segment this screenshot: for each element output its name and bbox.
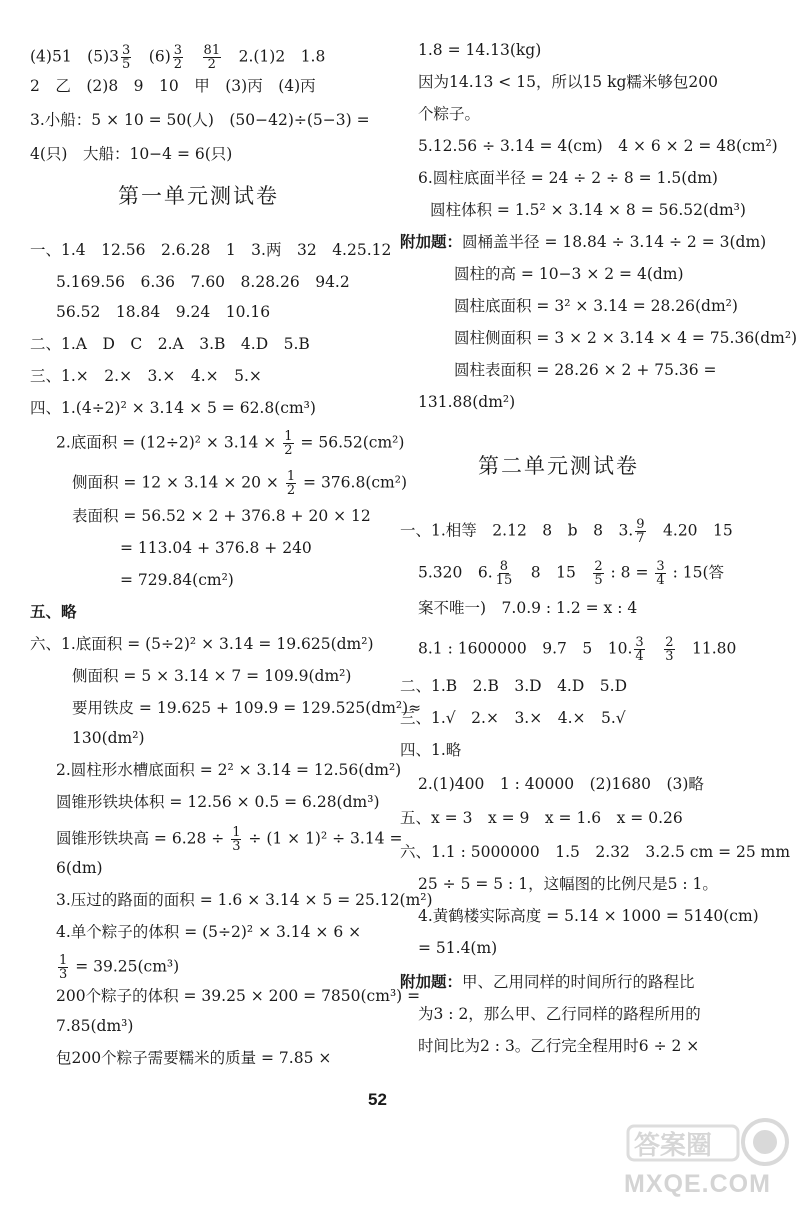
answer-line: 2.(1)400 1 : 40000 (2)1680 (3)略 bbox=[418, 775, 704, 793]
section-title: 第一单元测试卷 bbox=[118, 184, 279, 208]
fraction bbox=[231, 826, 241, 853]
watermark-logo bbox=[620, 1112, 790, 1202]
answer-line: 圆柱底面积 = 3² × 3.14 = 28.26(dm²) bbox=[454, 297, 738, 315]
answer-line: 圆柱的高 = 10−3 × 2 = 4(dm) bbox=[454, 265, 684, 283]
numerator: 1 bbox=[59, 953, 68, 968]
page-number: 52 bbox=[368, 1090, 387, 1109]
answer-text: = 56.52(cm²) bbox=[295, 433, 405, 452]
answer-text: 2.底面积 = (12÷2)² × 3.14 × bbox=[56, 433, 282, 452]
denominator: 2 bbox=[207, 57, 216, 72]
answer-text bbox=[647, 640, 663, 658]
answer-line: 25 ÷ 5 = 5 : 1，这幅图的比例尺是5 : 1。 bbox=[418, 875, 718, 893]
answer-line: 二、1.B 2.B 3.D 4.D 5.D bbox=[400, 677, 628, 695]
answer-text: : 8 = bbox=[605, 563, 654, 582]
answer-line: 2 乙 (2)8 9 10 甲 (3)丙 (4)丙 bbox=[30, 77, 316, 95]
watermark-url: MXQE.COM bbox=[624, 1170, 771, 1198]
answer-line bbox=[400, 232, 766, 252]
watermark-graphic bbox=[620, 1112, 790, 1170]
answer-text: (6) bbox=[133, 47, 171, 66]
answer-line: 7.85(dm³) bbox=[56, 1017, 134, 1035]
numerator: 1 bbox=[284, 429, 293, 444]
answer-line: 侧面积 = 5 × 3.14 × 7 = 109.9(dm²) bbox=[72, 667, 352, 685]
fraction bbox=[173, 44, 183, 71]
answer-line: 2.圆柱形水槽底面积 = 2² × 3.14 = 12.56(dm²) bbox=[56, 761, 402, 779]
answer-line: 6(dm) bbox=[56, 859, 103, 877]
fraction bbox=[203, 44, 222, 71]
answer-line: 圆锥形铁块体积 = 12.56 × 0.5 = 6.28(dm³) bbox=[56, 793, 380, 811]
answer-line: 六、1.底面积 = (5÷2)² × 3.14 = 19.625(dm²) bbox=[30, 635, 374, 653]
answer-text: 圆锥形铁块高 = 6.28 ÷ bbox=[56, 829, 230, 848]
answer-line: = 113.04 + 376.8 + 240 bbox=[120, 539, 312, 557]
section-title: 第二单元测试卷 bbox=[478, 454, 639, 478]
answer-line: 4.单个粽子的体积 = (5÷2)² × 3.14 × 6 × bbox=[56, 923, 362, 941]
answer-line: 六、1.1 : 5000000 1.5 2.32 3.2.5 cm = 25 mm bbox=[400, 843, 791, 861]
answer-text: 甲、乙用同样的时间所行的路程比 bbox=[462, 973, 695, 991]
numerator: 3 bbox=[656, 559, 665, 574]
answer-line: 130(dm²) bbox=[72, 729, 145, 747]
answer-text bbox=[185, 48, 201, 66]
answer-text: 圆桶盖半径 = 18.84 ÷ 3.14 ÷ 2 = 3(dm) bbox=[462, 233, 767, 251]
answer-line bbox=[56, 954, 179, 981]
denominator: 3 bbox=[665, 649, 674, 664]
answer-line: 要用铁皮 = 19.625 + 109.9 = 129.525(dm²)≈ bbox=[72, 699, 422, 717]
answer-text: 8 15 bbox=[515, 563, 592, 582]
answer-line: 5.169.56 6.36 7.60 8.28.26 94.2 bbox=[56, 273, 350, 291]
answer-text: 4.20 15 bbox=[647, 521, 733, 540]
denominator: 7 bbox=[636, 531, 645, 546]
fraction bbox=[635, 518, 645, 545]
numerator: 2 bbox=[594, 559, 603, 574]
answer-line: 圆柱侧面积 = 3 × 2 × 3.14 × 4 = 75.36(dm²) bbox=[454, 329, 798, 347]
answer-line: 案不唯一) 7.0.9 : 1.2 = x : 4 bbox=[418, 599, 638, 617]
denominator: 15 bbox=[495, 573, 513, 588]
answer-line: 6.圆柱底面半径 = 24 ÷ 2 ÷ 8 = 1.5(dm) bbox=[418, 169, 718, 187]
answer-text: = 39.25(cm³) bbox=[70, 957, 180, 976]
answer-line: 4(只) 大船：10−4 = 6(只) bbox=[30, 145, 233, 163]
answer-line: = 51.4(m) bbox=[418, 939, 498, 957]
answer-line: 圆柱表面积 = 28.26 × 2 + 75.36 = bbox=[454, 361, 717, 379]
answer-line: 二、1.A D C 2.A 3.B 4.D 5.B bbox=[30, 335, 310, 353]
answer-line: 五、x = 3 x = 9 x = 1.6 x = 0.26 bbox=[400, 809, 683, 827]
answer-line: 5.12.56 ÷ 3.14 = 4(cm) 4 × 6 × 2 = 48(cm²) bbox=[418, 137, 778, 155]
fraction bbox=[58, 954, 68, 981]
answer-line: = 729.84(cm²) bbox=[120, 571, 234, 589]
numerator: 2 bbox=[665, 635, 674, 650]
fraction bbox=[655, 560, 665, 587]
denominator: 5 bbox=[594, 573, 603, 588]
answer-text: 11.80 bbox=[676, 639, 737, 658]
answer-line: 1.8 = 14.13(kg) bbox=[418, 41, 542, 59]
answer-line: 3.小船：5 × 10 = 50(人) (50−42)÷(5−3) = bbox=[30, 111, 370, 129]
extra-question-label: 附加题： bbox=[400, 232, 463, 251]
denominator: 4 bbox=[656, 573, 665, 588]
fraction bbox=[664, 636, 674, 663]
numerator: 81 bbox=[203, 43, 221, 58]
answer-line: 包200个粽子需要糯米的质量 = 7.85 × bbox=[56, 1049, 332, 1067]
answer-line: 五、略 bbox=[30, 602, 77, 621]
answer-line: 200个粽子的体积 = 39.25 × 200 = 7850(cm³) = bbox=[56, 987, 421, 1005]
numerator: 3 bbox=[173, 43, 183, 58]
answer-line bbox=[72, 470, 407, 497]
answer-text: : 15(答 bbox=[667, 563, 725, 582]
denominator: 2 bbox=[173, 57, 183, 72]
answer-line: 131.88(dm²) bbox=[418, 393, 516, 411]
answer-line: 一、1.4 12.56 2.6.28 1 3.两 32 4.25.12 bbox=[30, 241, 392, 259]
fraction bbox=[286, 470, 296, 497]
numerator: 1 bbox=[232, 825, 241, 840]
denominator: 4 bbox=[635, 649, 644, 664]
answer-line bbox=[418, 636, 736, 663]
answer-line: 四、1.略 bbox=[400, 741, 462, 759]
answer-line: 时间比为2 : 3。乙行完全程用时6 ÷ 2 × bbox=[418, 1037, 700, 1055]
denominator: 2 bbox=[284, 443, 293, 458]
watermark-cn-text: 答案圈 bbox=[634, 1131, 713, 1161]
answer-text: (4)51 (5)3 bbox=[30, 47, 119, 66]
answer-line bbox=[400, 518, 733, 545]
answer-line: 三、1.× 2.× 3.× 4.× 5.× bbox=[30, 367, 262, 385]
denominator: 3 bbox=[59, 967, 68, 982]
answer-text: 5.320 6. bbox=[418, 563, 493, 582]
answer-line bbox=[418, 560, 724, 587]
answer-line: 表面积 = 56.52 × 2 + 376.8 + 20 × 12 bbox=[72, 507, 371, 525]
fraction bbox=[634, 636, 644, 663]
answer-line: 圆柱体积 = 1.5² × 3.14 × 8 = 56.52(dm³) bbox=[430, 201, 746, 219]
numerator: 1 bbox=[286, 469, 296, 484]
fraction bbox=[495, 560, 514, 587]
answer-line: 四、1.(4÷2)² × 3.14 × 5 = 62.8(cm³) bbox=[30, 399, 316, 417]
denominator: 3 bbox=[232, 839, 241, 854]
fraction bbox=[121, 44, 131, 71]
answer-line: 4.黄鹤楼实际高度 = 5.14 × 1000 = 5140(cm) bbox=[418, 907, 759, 925]
answer-line: 56.52 18.84 9.24 10.16 bbox=[56, 303, 271, 321]
numerator: 9 bbox=[636, 517, 645, 532]
answer-line: 为3 : 2，那么甲、乙行同样的路程所用的 bbox=[418, 1005, 701, 1023]
answer-line bbox=[400, 972, 695, 992]
answer-text: 侧面积 = 12 × 3.14 × 20 × bbox=[72, 473, 284, 492]
answer-line: 三、1.√ 2.× 3.× 4.× 5.√ bbox=[400, 709, 626, 727]
extra-question-label: 附加题： bbox=[400, 972, 463, 991]
denominator: 5 bbox=[122, 57, 131, 72]
answer-line bbox=[56, 826, 402, 853]
fraction bbox=[593, 560, 603, 587]
numerator: 8 bbox=[499, 559, 509, 574]
fraction bbox=[283, 430, 293, 457]
answer-text: 一、1.相等 2.12 8 b 8 3. bbox=[400, 521, 634, 540]
answer-line bbox=[56, 430, 404, 457]
answer-text: ÷ (1 × 1)² ÷ 3.14 = bbox=[243, 829, 403, 848]
answer-line: 因为14.13 < 15，所以15 kg糯米够包200 bbox=[418, 73, 718, 91]
answer-line: 个粽子。 bbox=[418, 105, 481, 123]
answer-line bbox=[30, 44, 325, 71]
numerator: 3 bbox=[635, 635, 644, 650]
answer-text: = 376.8(cm²) bbox=[298, 473, 408, 492]
answer-text: 2.(1)2 1.8 bbox=[223, 47, 326, 66]
answer-text: 8.1 : 1600000 9.7 5 10. bbox=[418, 639, 633, 658]
denominator: 2 bbox=[286, 483, 296, 498]
answer-line: 3.压过的路面的面积 = 1.6 × 3.14 × 5 = 25.12(m²) bbox=[56, 891, 433, 909]
numerator: 3 bbox=[122, 43, 131, 58]
